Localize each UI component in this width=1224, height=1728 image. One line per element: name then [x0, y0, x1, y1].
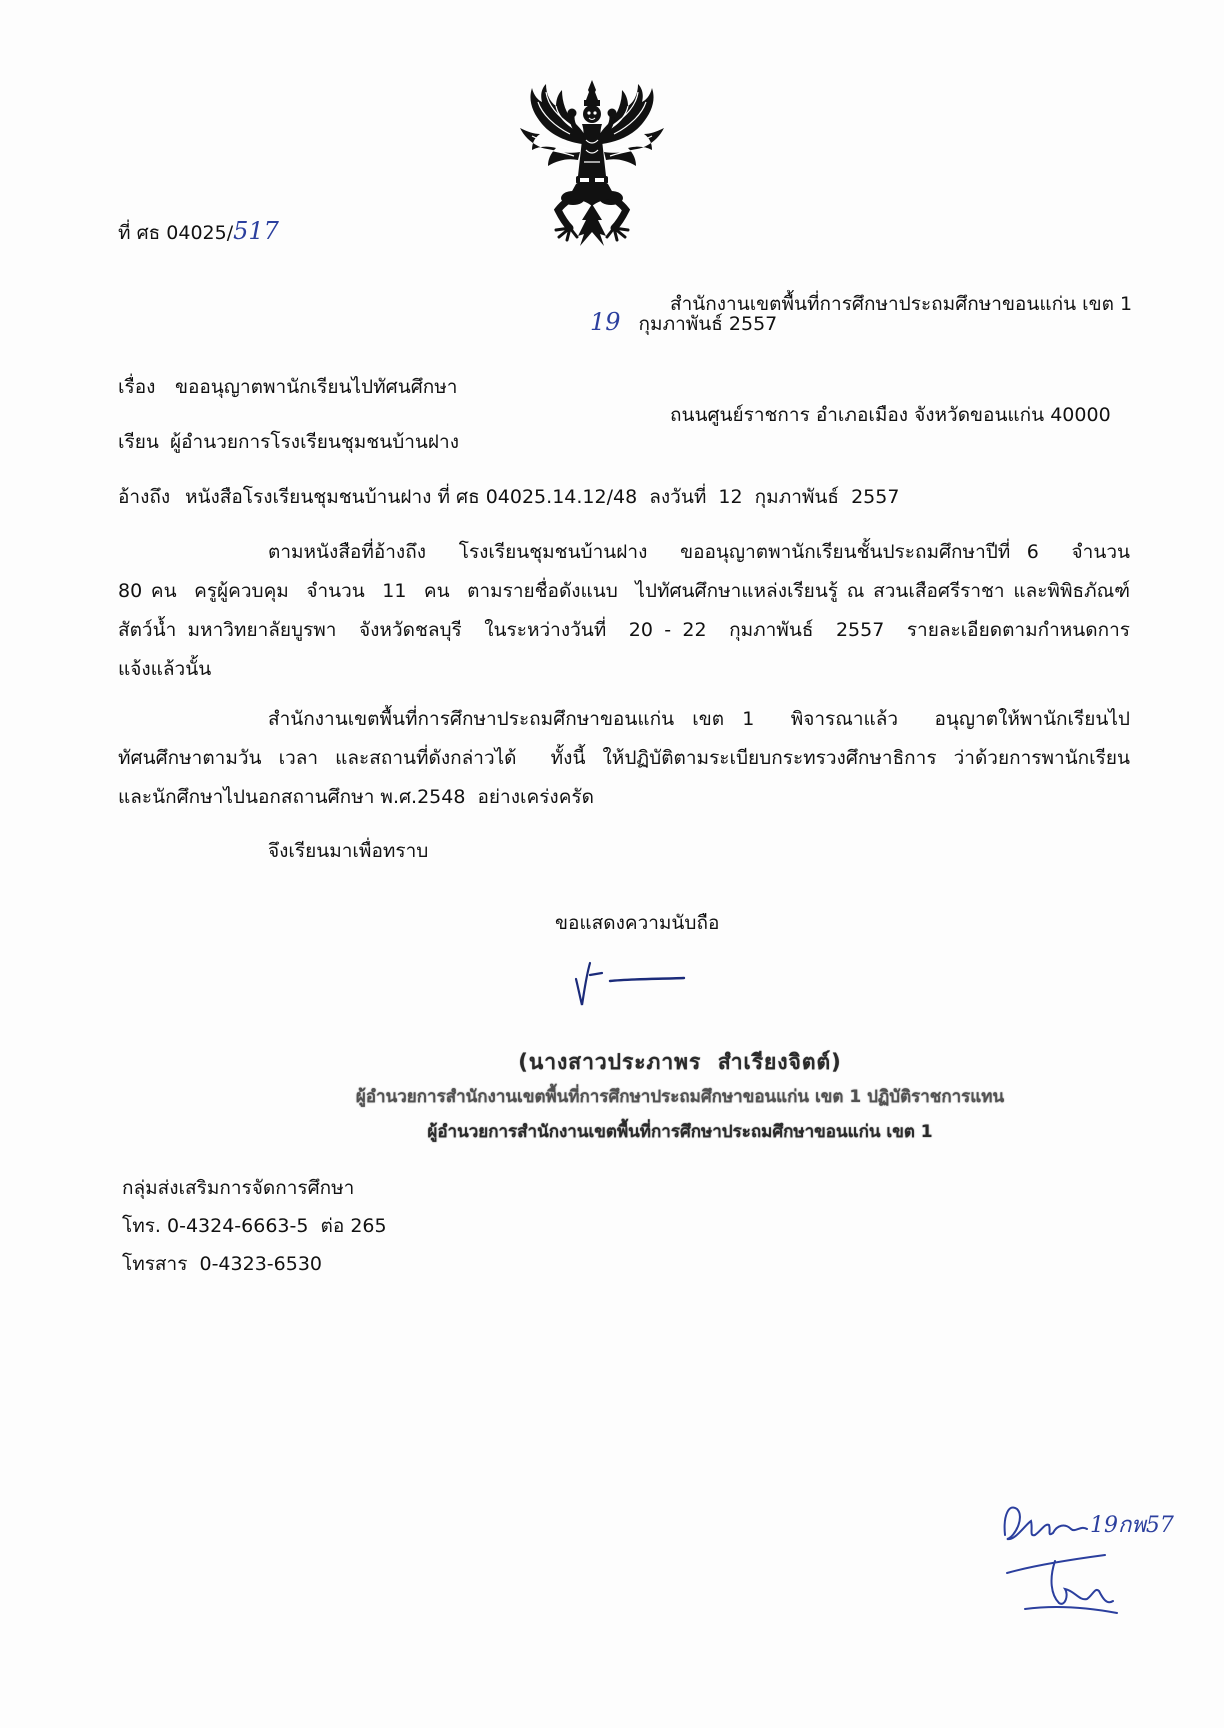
- handwritten-signature-icon: [568, 957, 688, 1009]
- paragraph-2: [118, 700, 1130, 817]
- subject-text: ขออนุญาตพานักเรียนไปทัศนศึกษา: [175, 376, 458, 398]
- recipient-line: [118, 423, 1130, 462]
- contact-info: [122, 1169, 1130, 1283]
- date-month-year: กุมภาพันธ์ 2557: [638, 313, 778, 335]
- signatory-position: ผู้อำนวยการสำนักงานเขตพื้นที่การศึกษาประถมศึกษาขอนแก่น เขต 1: [427, 1122, 933, 1142]
- handwritten-note: [995, 1495, 1210, 1625]
- paragraph-2-line: สำนักงานเขตพื้นที่การศึกษาประถมศึกษาขอนแก่น เขต 1 พิจารณาแล้ว อนุญาตให้พานักเรียนไป: [268, 708, 1130, 730]
- contact-phone: โทร. 0-4324-6663-5 ต่อ 265: [122, 1215, 387, 1237]
- recipient-text: ผู้อำนวยการโรงเรียนชุมชนบ้านฝาง: [170, 431, 459, 453]
- handwritten-document-number: 517: [233, 217, 279, 245]
- paragraph-1-line: ตามหนังสือที่อ้างถึง โรงเรียนชุมชนบ้านฝาง ขออนุญาตพานักเรียนชั้นประถมศึกษาปีที่ 6 จำนวน: [268, 541, 1130, 563]
- signatory-stamp: [230, 1045, 1130, 1150]
- document-number: [118, 212, 279, 253]
- signatory-position-acting: ผู้อำนวยการสำนักงานเขตพื้นที่การศึกษาประถมศึกษาขอนแก่น เขต 1 ปฏิบัติราชการแทน: [355, 1087, 1005, 1107]
- reference-text: หนังสือโรงเรียนชุมชนบ้านฝาง ที่ ศธ 04025.14.12/48 ลงวันที่ 12 กุมภาพันธ์ 2557: [185, 486, 900, 508]
- paragraph-1-line: 80 คน ครูผู้ควบคุม จำนวน 11 คน ตามรายชื่อดังแนบ ไปทัศนศึกษาแหล่งเรียนรู้ ณ สวนเสือศรีราชา และพิพิธภัณฑ์: [118, 580, 1130, 602]
- paragraph-1-line: แจ้งแล้วนั้น: [118, 658, 212, 680]
- paragraph-2-line: ทัศนศึกษาตามวัน เวลา และสถานที่ดังกล่าวได้ ทั้งนี้ ให้ปฏิบัติตามระเบียบกระทรวงศึกษาธิการ ว่าด้วยการพานักเรียน: [118, 747, 1130, 769]
- reference-line: [118, 478, 1130, 517]
- office-street-address: ถนนศูนย์ราชการ อำเภอเมือง จังหวัดขอนแก่น 40000: [670, 404, 1111, 426]
- signature-area: [118, 943, 1130, 1045]
- garuda-emblem-icon: [512, 80, 672, 250]
- document-number-prefix: ที่ ศธ 04025/: [118, 222, 234, 244]
- recipient-label: เรียน: [118, 431, 159, 453]
- handwritten-note-date: 19กพ57: [1090, 1513, 1174, 1538]
- paragraph-2-line: และนักศึกษาไปนอกสถานศึกษา พ.ศ.2548 อย่างเคร่งครัด: [118, 786, 594, 808]
- complimentary-close: ขอแสดงความนับถือ: [555, 912, 720, 934]
- letter-body: [118, 303, 1130, 1283]
- handwritten-date-day: 19: [590, 308, 621, 336]
- paragraph-1: [118, 533, 1130, 689]
- subject-label: เรื่อง: [118, 376, 156, 398]
- contact-department: กลุ่มส่งเสริมการจัดการศึกษา: [122, 1177, 355, 1199]
- reference-label: อ้างถึง: [118, 486, 171, 508]
- contact-fax: โทรสาร 0-4323-6530: [122, 1253, 322, 1275]
- closing-line: จึงเรียนมาเพื่อทราบ: [268, 840, 429, 862]
- letter-date: [590, 303, 1130, 344]
- office-name: สำนักงานเขตพื้นที่การศึกษาประถมศึกษาขอนแก่น เขต 1: [670, 293, 1133, 315]
- paragraph-1-line: สัตว์น้ำ มหาวิทยาลัยบูรพา จังหวัดชลบุรี ในระหว่างวันที่ 20 - 22 กุมภาพันธ์ 2557 รายละเอียดตามกำหนดการ: [118, 619, 1130, 641]
- signatory-name: (นางสาวประภาพร สำเรียงจิตต์): [518, 1050, 842, 1074]
- subject-line: [118, 368, 1130, 407]
